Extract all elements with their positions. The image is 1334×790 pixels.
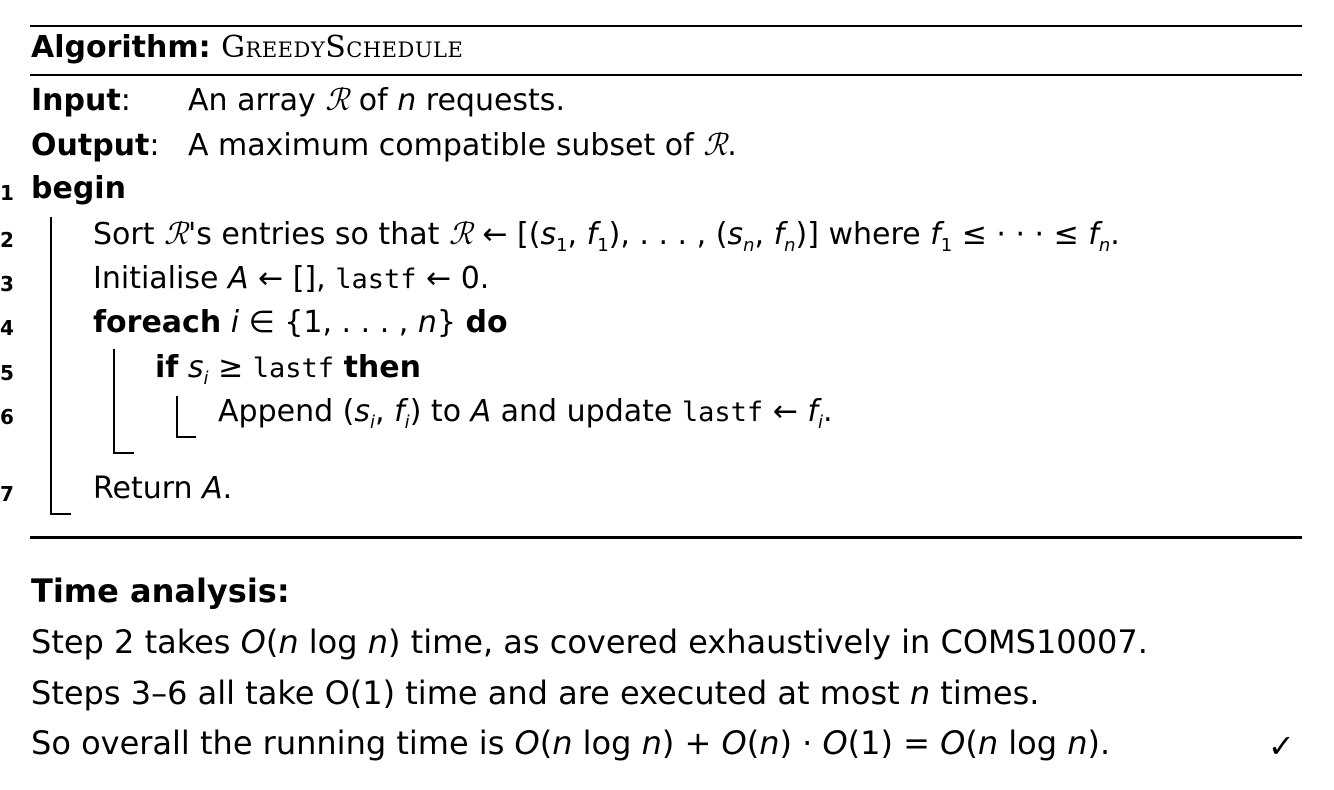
line-number-3: 3 (0, 272, 14, 296)
algorithm-name: GreedySchedule (221, 30, 464, 65)
top-rule (30, 25, 1302, 27)
if-block-bar (176, 396, 178, 438)
analysis-line-1: Step 2 takes O(n log n) time, as covered exhaustively in COMS10007. (31, 623, 1148, 661)
line-foreach: foreach i ∈ {1, . . . , n} do (93, 305, 508, 340)
foreach-block-bar (113, 349, 115, 454)
bottom-rule (30, 536, 1302, 539)
input-text: An array ℛ of n requests. (188, 83, 565, 118)
input-row: Input: (31, 83, 131, 118)
line-begin: begin (31, 171, 126, 206)
line-number-7: 7 (0, 482, 14, 506)
line-if: if $s_i$ ≥ lastf then (155, 350, 421, 389)
line-number-5: 5 (0, 361, 14, 385)
begin-block-bar (50, 217, 52, 515)
output-row: Output: (31, 128, 160, 163)
algorithm-heading (31, 30, 464, 65)
line-number-6: 6 (0, 405, 14, 429)
header-rule (30, 74, 1302, 76)
line-number-1: 1 (0, 181, 14, 205)
analysis-title: Time analysis: (31, 572, 290, 610)
line-sort: Sort ℛ's entries so that ℛ ← [($s_1$, $f_1$), . . . , ($s_n$, $f_n$)] where $f_1$ ≤ · · · ≤ $f_n$. (93, 217, 1120, 256)
line-append: Append ($s_i$, $f_i$) to A and update lastf ← $f_i$. (218, 394, 833, 433)
if-block-end (176, 436, 196, 438)
begin-block-end (50, 513, 71, 515)
foreach-block-end (113, 452, 134, 454)
line-number-2: 2 (0, 228, 14, 252)
line-initialise: Initialise A ← [], lastf ← 0. (93, 261, 490, 296)
input-label: Input (31, 83, 121, 118)
line-number-4: 4 (0, 316, 14, 340)
analysis-line-3: So overall the running time is O(n log n) + O(n) · O(1) = O(n log n). (31, 724, 1111, 762)
output-label: Output (31, 128, 150, 163)
output-text: A maximum compatible subset of ℛ. (188, 128, 737, 163)
line-return: Return A. (93, 471, 233, 506)
analysis-line-2: Steps 3–6 all take O(1) time and are executed at most n times. (31, 674, 1040, 712)
algorithm-label: Algorithm: (31, 30, 211, 65)
checkmark-icon: ✓ (1268, 727, 1295, 765)
